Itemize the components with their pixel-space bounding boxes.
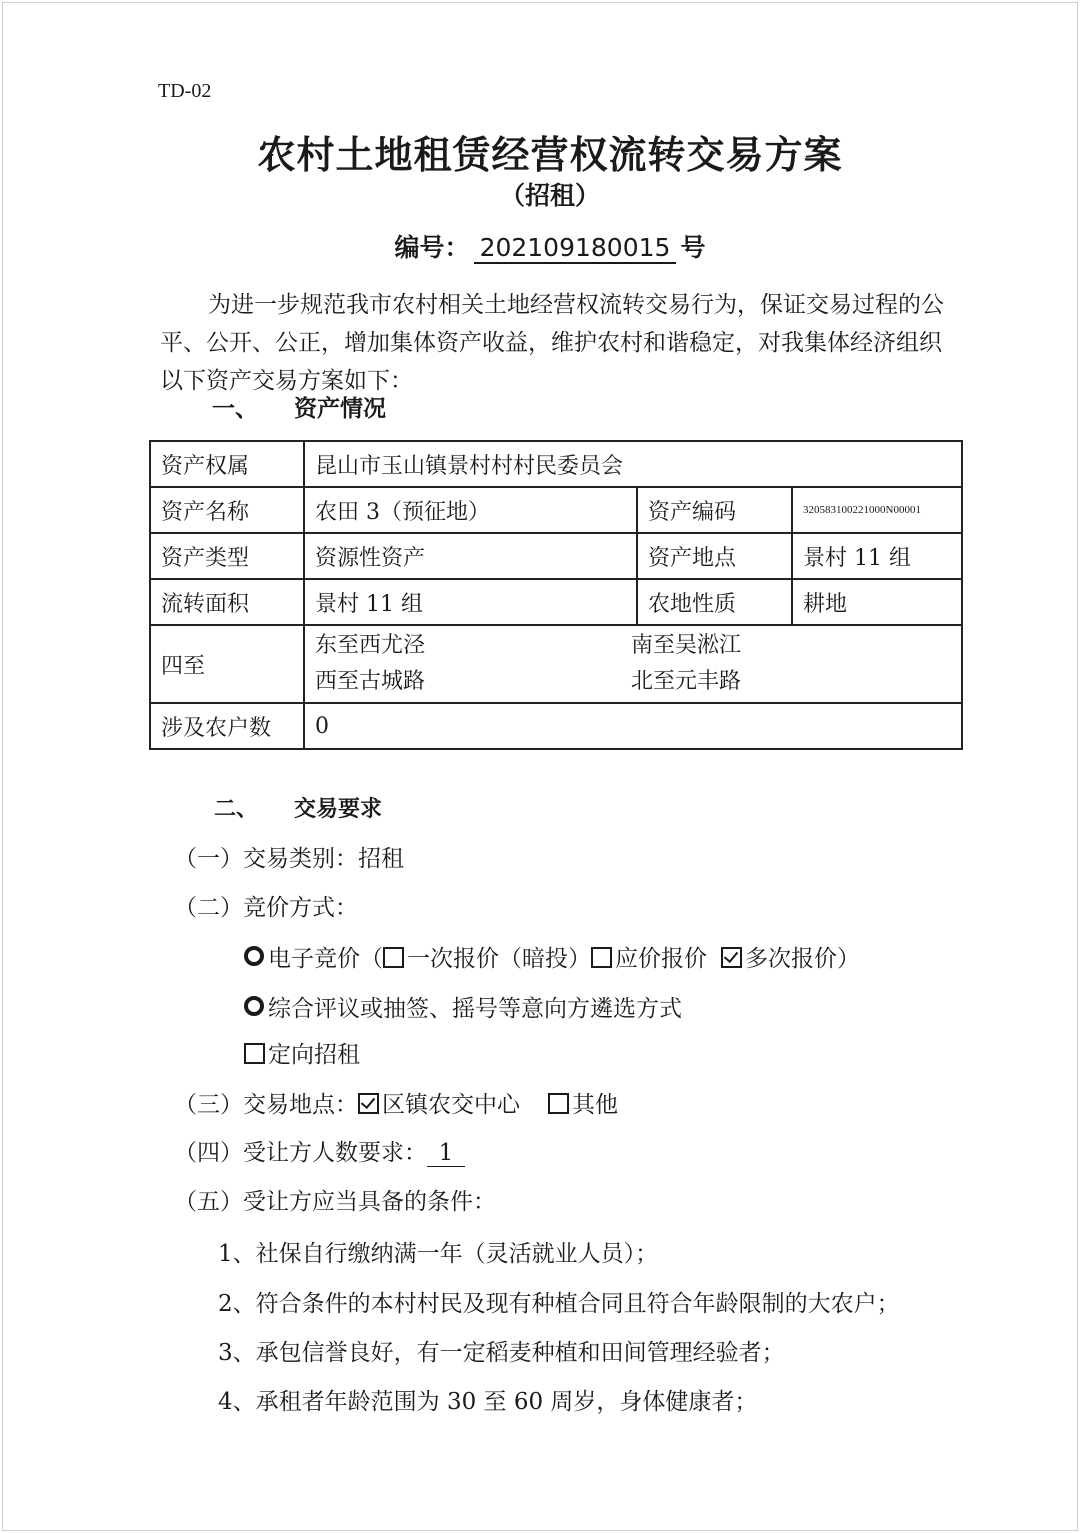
r4-value: 1 <box>427 1140 465 1167</box>
doc-number <box>0 228 1080 264</box>
opt-once-label: 一次报价（暗投） <box>407 946 591 972</box>
doc-title: 农村土地租赁经营权流转交易方案 <box>257 133 843 177</box>
number-suffix: 号 <box>680 233 706 262</box>
checkbox-empty-icon[interactable] <box>548 1093 569 1114</box>
opt-response-label: 应价报价 <box>615 946 707 972</box>
r5-label: （五）受让方应当具备的条件： <box>174 1189 496 1215</box>
bound-north: 北至元丰路 <box>631 669 742 694</box>
checkbox-empty-icon[interactable] <box>591 947 612 968</box>
r1-value: 招租 <box>358 846 404 872</box>
req-count <box>174 1134 465 1167</box>
checkbox-empty-icon[interactable] <box>244 1043 265 1064</box>
bound-west: 西至古城路 <box>315 669 426 694</box>
name-value: 农田 3（预征地） <box>304 487 637 533</box>
req-bidding <box>174 889 358 922</box>
section2-num: 二、 <box>214 797 259 822</box>
owner-value: 昆山市玉山镇景村村村民委员会 <box>304 441 962 487</box>
bid-electronic <box>244 940 860 973</box>
number-prefix: 编号： <box>394 233 470 262</box>
section2-heading <box>214 792 382 823</box>
radio-selected-icon[interactable] <box>244 946 264 966</box>
table-row <box>150 625 962 703</box>
r3-label: （三）交易地点： <box>174 1092 358 1118</box>
bounds-label: 四至 <box>150 625 304 703</box>
asset-table <box>149 440 963 750</box>
condition-item: 1、社保自行缴纳满一年（灵活就业人员）； <box>218 1241 659 1267</box>
code-value: 320583100221000N00001 <box>792 487 962 533</box>
condition-item: 4、承租者年龄范围为 30 至 60 周岁，身体健康者； <box>218 1389 758 1415</box>
type-label: 资产类型 <box>150 533 304 579</box>
bid-comprehensive <box>244 990 682 1023</box>
table-row <box>150 579 962 625</box>
r4-label: （四）受让方人数要求： <box>174 1140 427 1166</box>
opt-multi-label: 多次报价） <box>745 946 860 972</box>
owner-label: 资产权属 <box>150 441 304 487</box>
code-label: 资产编码 <box>637 487 792 533</box>
table-row <box>150 703 962 749</box>
r1-label: （一）交易类别： <box>174 846 358 872</box>
section2-title: 交易要求 <box>294 797 383 822</box>
farmers-label: 涉及农户数 <box>150 703 304 749</box>
radio-selected-icon[interactable] <box>244 996 264 1016</box>
name-label: 资产名称 <box>150 487 304 533</box>
area-value: 景村 11 组 <box>304 579 637 625</box>
intro-paragraph: 为进一步规范我市农村相关土地经营权流转交易行为，保证交易过程的公平、公开、公正，增加集体资产收益，维护农村和谐稳定，对我集体经济组织以下资产交易方案如下： <box>160 292 944 394</box>
condition-item: 3、承包信誉良好，有一定稻麦种植和田间管理经验者； <box>218 1340 785 1366</box>
bid-directed <box>244 1036 360 1069</box>
number-value: 202109180015 <box>474 233 677 264</box>
r2-label: （二）竞价方式： <box>174 895 358 921</box>
req-conditions <box>174 1183 496 1216</box>
req-category <box>174 840 404 873</box>
checkbox-empty-icon[interactable] <box>383 947 404 968</box>
section1-heading <box>212 390 386 423</box>
farmers-value: 0 <box>304 703 962 749</box>
area-label: 流转面积 <box>150 579 304 625</box>
loc-other-label: 其他 <box>572 1092 618 1118</box>
bound-east: 东至西尤泾 <box>315 633 426 658</box>
checkbox-checked-icon[interactable] <box>358 1093 379 1114</box>
req-location <box>174 1086 618 1119</box>
nature-label: 农地性质 <box>637 579 792 625</box>
electronic-label: 电子竞价（ <box>268 946 383 972</box>
section1-num: 一、 <box>212 396 258 422</box>
condition-item: 2、符合条件的本村村民及现有种植合同且符合年龄限制的大农户； <box>218 1291 900 1317</box>
checkbox-checked-icon[interactable] <box>721 947 742 968</box>
table-row <box>150 487 962 533</box>
type-value: 资源性资产 <box>304 533 637 579</box>
doc-subtitle: （招租） <box>499 181 600 210</box>
loc-center-label: 区镇农交中心 <box>382 1092 520 1118</box>
doc-code: TD-02 <box>158 80 212 102</box>
table-row <box>150 441 962 487</box>
comprehensive-label: 综合评议或抽签、摇号等意向方遴选方式 <box>268 996 682 1022</box>
location-value: 景村 11 组 <box>792 533 962 579</box>
section1-title: 资产情况 <box>294 396 386 422</box>
bound-south: 南至吴淞江 <box>631 633 742 658</box>
directed-label: 定向招租 <box>268 1042 360 1068</box>
location-label: 资产地点 <box>637 533 792 579</box>
nature-value: 耕地 <box>792 579 962 625</box>
table-row <box>150 533 962 579</box>
bounds-value <box>304 625 962 703</box>
